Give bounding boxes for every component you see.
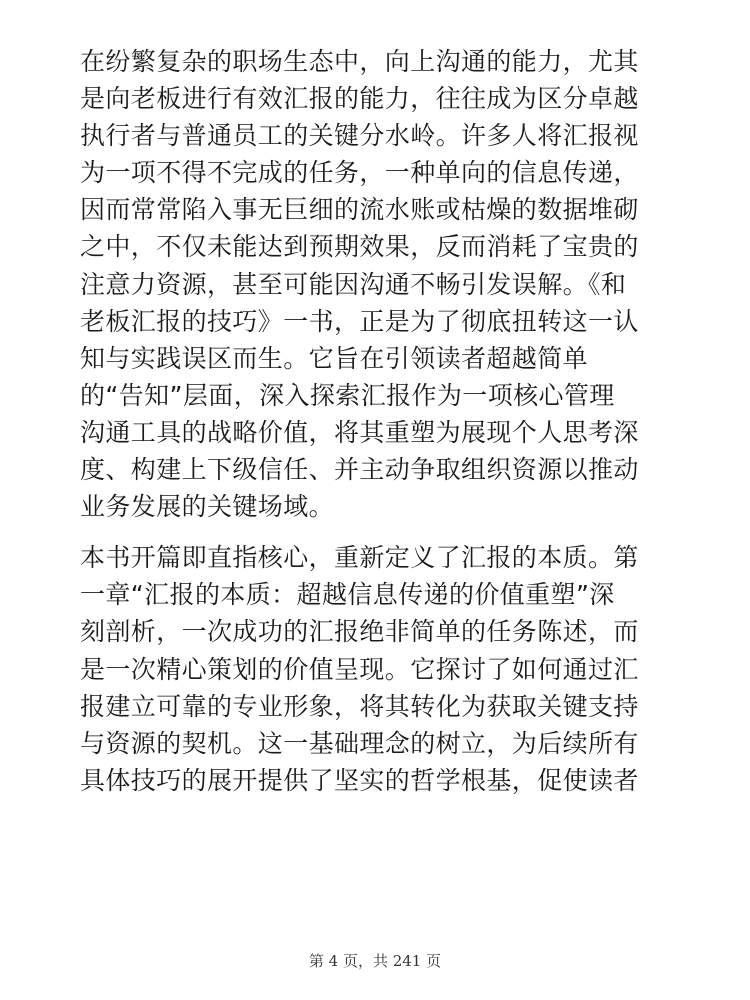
text-line: 注意力资源，甚至可能因沟通不畅引发误解。《和 [80, 269, 627, 299]
text-line: 知与实践误区而生。它旨在引领读者超越简单 [80, 343, 589, 373]
paragraph-1 [80, 43, 670, 525]
document-body [80, 43, 670, 799]
text-line: 具体技巧的展开提供了坚实的哲学根基，促使读者 [80, 765, 639, 795]
page-number-footer: 第 4 页，共 241 页 [308, 952, 442, 970]
text-line: 在纷繁复杂的职场生态中，向上沟通的能力，尤其 [80, 47, 639, 76]
text-line: 的“告知”层面，深入探索汇报作为一项核心管理 [80, 380, 615, 410]
text-line: 度、构建上下级信任、并主动争取组织资源以推动 [80, 455, 639, 485]
text-line: 业务发展的关键场域。 [80, 492, 335, 522]
text-line: 报建立可靠的专业形象，将其转化为获取关键支持 [80, 691, 639, 721]
text-line: 刻剖析，一次成功的汇报绝非简单的任务陈述，而 [80, 617, 639, 647]
text-line: 是一次精心策划的价值呈现。它探讨了如何通过汇 [80, 654, 639, 684]
text-line: 因而常常陷入事无巨细的流水账或枯燥的数据堆砌 [80, 195, 639, 225]
text-line: 与资源的契机。这一基础理念的树立，为后续所有 [80, 728, 639, 758]
text-line: 是向老板进行有效汇报的能力，往往成为区分卓越 [80, 84, 639, 114]
text-line: 老板汇报的技巧》一书，正是为了彻底扭转这一认 [80, 306, 639, 336]
text-line: 沟通工具的战略价值，将其重塑为展现个人思考深 [80, 417, 639, 447]
text-line: 一章“汇报的本质：超越信息传递的价值重塑”深 [80, 580, 615, 610]
paragraph-spacer [80, 525, 670, 539]
paragraph-2 [80, 539, 670, 799]
text-line: 本书开篇即直指核心，重新定义了汇报的本质。第 [80, 543, 639, 573]
text-line: 之中，不仅未能达到预期效果，反而消耗了宝贵的 [80, 232, 639, 262]
text-line: 为一项不得不完成的任务，一种单向的信息传递， [80, 158, 639, 188]
text-line: 执行者与普通员工的关键分水岭。许多人将汇报视 [80, 121, 639, 151]
